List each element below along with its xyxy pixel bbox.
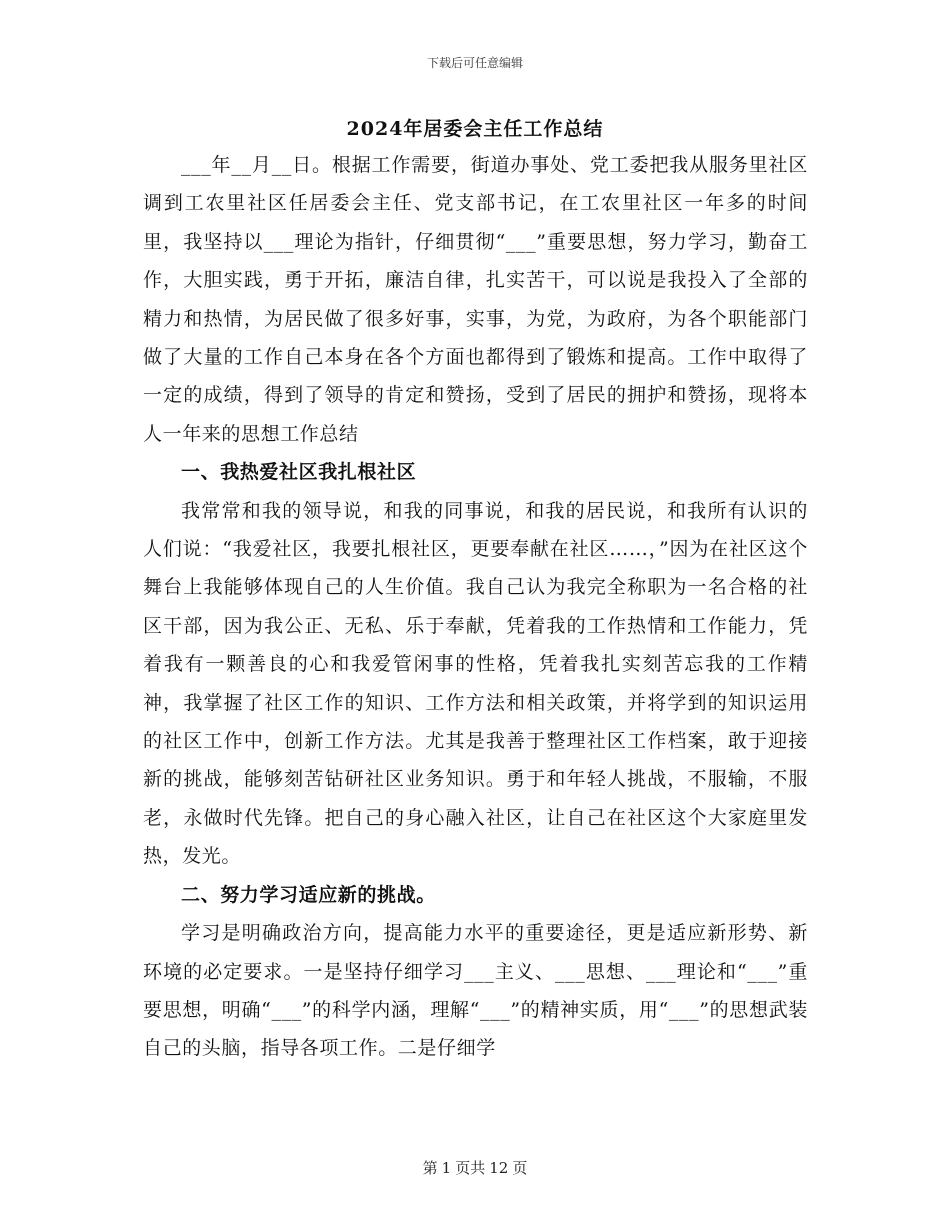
section-2-paragraph: 学习是明确政治方向，提高能力水平的重要途径，更是适应新形势、新环境的必定要求。一是坚持仔细学习___主义、___思想、___理论和“___”重要思想，明确“___”的科学内涵，理解“___”的精神实质，用“___”的思想武装自己的头脑，指导各项工作。二是仔细学 <box>143 922 808 1060</box>
footer-middle: 页共 <box>455 1159 486 1177</box>
section-heading-1: 一、我热爱社区我扎根社区 <box>181 461 417 484</box>
page-footer <box>0 1157 950 1178</box>
footer-prefix: 第 <box>422 1159 438 1177</box>
page-total: 12 <box>489 1159 509 1177</box>
document-body <box>143 146 808 1068</box>
intro-paragraph: ___年__月__日。根据工作需要，街道办事处、党工委把我从服务里社区调到工农里社区任居委会主任、党支部书记，在工农里社区一年多的时间里，我坚持以___理论为指针，仔细贯彻“___”重要思想，努力学习，勤奋工作，大胆实践，勇于开拓，廉洁自律，扎实苦干，可以说是我投入了全部的精力和热情，为居民做了很多好事，实事，为党，为政府，为各个职能部门做了大量的工作自己本身在各个方面也都得到了锻炼和提高。工作中取得了一定的成绩，得到了领导的肯定和赞扬，受到了居民的拥护和赞扬，现将本人一年来的思想工作总结 <box>143 154 808 445</box>
footer-suffix: 页 <box>512 1159 528 1177</box>
page-number: 1 <box>441 1159 452 1177</box>
page-title: 2024年居委会主任工作总结 <box>346 118 604 140</box>
header-note: 下载后可任意编辑 <box>426 56 523 70</box>
section-1-paragraph: 我常常和我的领导说，和我的同事说，和我的居民说，和我所有认识的人们说：“我爱社区，我要扎根社区，更要奉献在社区……，”因为在社区这个舞台上我能够体现自己的人生价值。我自己认为我完全称职为一名合格的社区干部，因为我公正、无私、乐于奉献，凭着我的工作热情和工作能力，凭着我有一颗善良的心和我爱管闲事的性格，凭着我扎实刻苦忘我的工作精神，我掌握了社区工作的知识、工作方法和相关政策，并将学到的知识运用的社区工作中，创新工作方法。尤其是我善于整理社区工作档案，敢于迎接新的挑战，能够刻苦钻研社区业务知识。勇于和年轻人挑战，不服输，不服老，永做时代先锋。把自己的身心融入社区，让自己在社区这个大家庭里发热，发光。 <box>143 499 808 868</box>
section-heading-2: 二、努力学习适应新的挑战。 <box>181 883 436 906</box>
